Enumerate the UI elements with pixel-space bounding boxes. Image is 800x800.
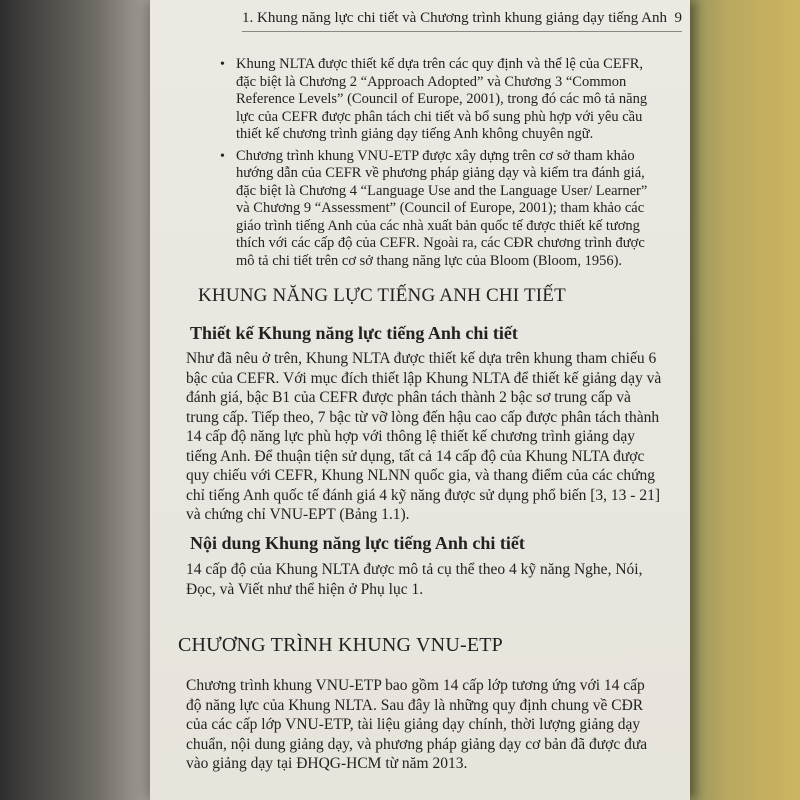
bullet-text: Khung NLTA được thiết kế dựa trên các quy định và thể lệ của CEFR, đặc biệt là Chương 2 “Approach Adopted” và Chương 3 “Common Reference Levels” (Council of Europe, 2001), trong đó các mô tả năng lực của CEFR được phân tách chi tiết và bổ sung phù hợp với yêu cầu thiết kế chương trình giảng dạy tiếng Anh không chuyên ngữ. xyxy=(236,56,648,142)
bullet-text: Chương trình khung VNU-ETP được xây dựng trên cơ sở tham khảo hướng dẫn của CEFR về phương pháp giảng dạy và kiểm tra đánh giá, đặc biệt là Chương 4 “Language Use and the Language User/ Learner” và Chương 9 “Assessment” (Council of Europe, 2001); tham khảo các giáo trình tiếng Anh của các nhà xuất bản quốc tế được thiết kế tương thích với các cấp độ của CEFR. Ngoài ra, các CĐR chương trình được mô tả chi tiết trên cơ sở thang năng lực của Bloom (Bloom, 1956). xyxy=(236,147,648,269)
bullet-icon: • xyxy=(220,148,225,164)
paragraph-text: 14 cấp độ của Khung NLTA được mô tả cụ thể theo 4 kỹ năng Nghe, Nói, Đọc, và Viết như thể hiện ở Phụ lục 1. xyxy=(186,561,643,598)
list-item xyxy=(220,148,660,271)
running-header xyxy=(242,10,682,32)
paragraph xyxy=(186,560,664,599)
book-page xyxy=(150,0,690,800)
bullet-list xyxy=(220,56,660,274)
background-right xyxy=(680,0,800,800)
section-heading: KHUNG NĂNG LỰC TIẾNG ANH CHI TIẾT xyxy=(198,285,566,306)
list-item xyxy=(220,56,660,144)
paragraph-text: Chương trình khung VNU-ETP bao gồm 14 cấp lớp tương ứng với 14 cấp độ năng lực của Khung NLTA. Sau đây là những quy định chung về CĐR của các cấp lớp VNU-ETP, tài liệu giảng dạy chính, thời lượng giảng dạy chuẩn, nội dung giảng dạy, và phương pháp giảng dạy cơ bản đã được đưa vào giảng dạy tại ĐHQG-HCM từ năm 2013. xyxy=(186,677,648,772)
paragraph-text: Như đã nêu ở trên, Khung NLTA được thiết kế dựa trên khung tham chiếu 6 bậc của CEFR. Với mục đích thiết lập Khung NLTA để thiết kế giảng dạy và đánh giá, bậc B1 của CEFR được phân tách thành 2 bậc sơ trung cấp và trung cấp. Tiếp theo, 7 bậc từ vỡ lòng đến hậu cao cấp được phân tách thành 14 cấp độ năng lực phù hợp với thông lệ thiết kế chương trình giảng dạy tiếng Anh. Để thuận tiện sử dụng, tất cả 14 cấp độ của Khung NLTA được quy chiếu với CEFR, Khung NLNN quốc gia, và thang điểm của các chứng chỉ tiếng Anh quốc tế đánh giá 4 kỹ năng được sử dụng phổ biến [3, 13 - 21] và chứng chỉ VNU-EPT (Bảng 1.1). xyxy=(186,350,662,523)
section-heading: CHƯƠNG TRÌNH KHUNG VNU-ETP xyxy=(178,634,503,656)
subsection-heading: Thiết kế Khung năng lực tiếng Anh chi tiết xyxy=(190,323,518,343)
subsection-heading: Nội dung Khung năng lực tiếng Anh chi tiết xyxy=(190,533,525,553)
page-number: 9 xyxy=(674,10,682,26)
paragraph xyxy=(186,349,664,525)
paragraph xyxy=(186,676,664,774)
bullet-icon: • xyxy=(220,57,225,72)
header-title: 1. Khung năng lực chi tiết và Chương trình khung giảng dạy tiếng Anh xyxy=(242,10,667,26)
